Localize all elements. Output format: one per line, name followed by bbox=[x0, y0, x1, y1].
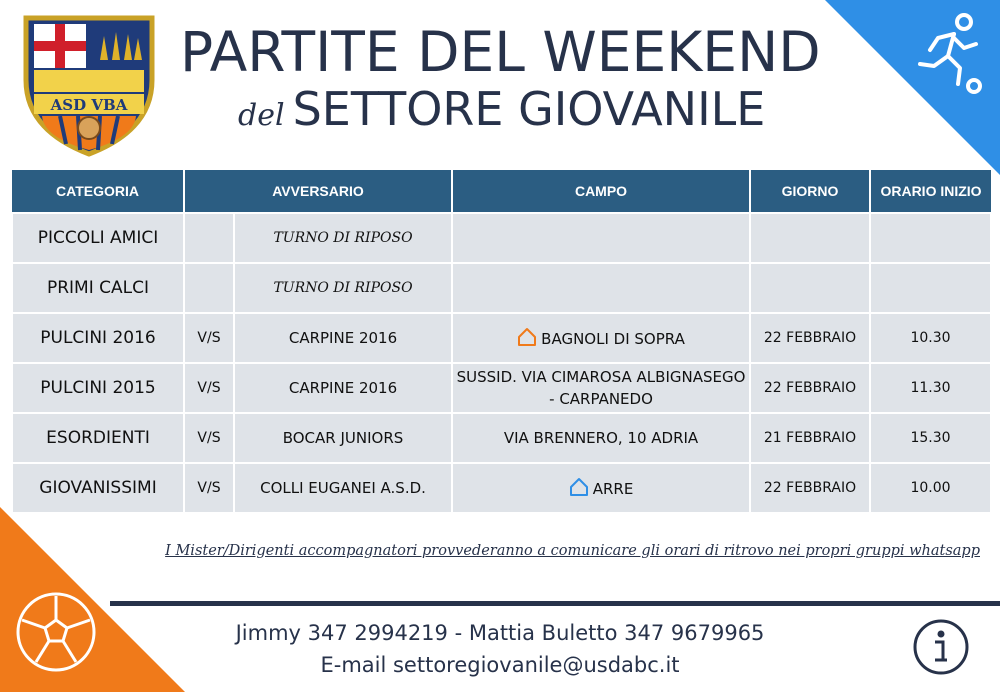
vs-cell: V/S bbox=[184, 363, 234, 413]
field-cell: SUSSID. VIA CIMAROSA ALBIGNASEGO - CARPANEDO bbox=[452, 363, 750, 413]
home-icon bbox=[569, 477, 589, 497]
club-crest-logo bbox=[20, 10, 158, 158]
category-cell: PRIMI CALCI bbox=[12, 263, 184, 313]
opponent-cell: CARPINE 2016 bbox=[234, 313, 452, 363]
column-header-field: CAMPO bbox=[452, 170, 750, 213]
column-header-day: GIORNO bbox=[750, 170, 870, 213]
opponent-cell: TURNO DI RIPOSO bbox=[234, 213, 452, 263]
field-cell: VIA BRENNERO, 10 ADRIA bbox=[452, 413, 750, 463]
match-schedule-table bbox=[11, 170, 992, 514]
day-cell bbox=[750, 213, 870, 263]
column-header-category: CATEGORIA bbox=[12, 170, 184, 213]
table-row bbox=[12, 363, 991, 413]
footer-divider bbox=[110, 601, 1000, 606]
category-cell: PULCINI 2016 bbox=[12, 313, 184, 363]
day-cell bbox=[750, 263, 870, 313]
field-cell bbox=[452, 463, 750, 513]
time-cell: 11.30 bbox=[870, 363, 991, 413]
table-row bbox=[12, 463, 991, 513]
table-row bbox=[12, 213, 991, 263]
soccer-ball-icon bbox=[14, 590, 98, 674]
home-icon bbox=[517, 327, 537, 347]
time-cell bbox=[870, 213, 991, 263]
vs-cell: V/S bbox=[184, 463, 234, 513]
field-name: BAGNOLI DI SOPRA bbox=[541, 329, 685, 348]
day-cell: 21 FEBBRAIO bbox=[750, 413, 870, 463]
column-header-opponent: AVVERSARIO bbox=[184, 170, 452, 213]
table-row bbox=[12, 413, 991, 463]
field-name: ARRE bbox=[592, 479, 634, 498]
table-row bbox=[12, 313, 991, 363]
subtitle-text: SETTORE GIOVANILE bbox=[292, 82, 766, 136]
time-cell: 10.00 bbox=[870, 463, 991, 513]
contact-phones: Jimmy 347 2994219 - Mattia Buletto 347 9679965 bbox=[235, 621, 765, 645]
day-cell: 22 FEBBRAIO bbox=[750, 363, 870, 413]
page-title: PARTITE DEL WEEKEND bbox=[180, 20, 821, 84]
info-icon bbox=[912, 618, 970, 676]
category-cell: GIOVANISSIMI bbox=[12, 463, 184, 513]
vs-cell: V/S bbox=[184, 313, 234, 363]
opponent-cell: BOCAR JUNIORS bbox=[234, 413, 452, 463]
time-cell: 15.30 bbox=[870, 413, 991, 463]
vs-cell bbox=[184, 263, 234, 313]
time-cell: 10.30 bbox=[870, 313, 991, 363]
subtitle-prefix: del bbox=[238, 98, 285, 133]
contacts-block bbox=[170, 617, 830, 681]
runner-icon bbox=[902, 8, 994, 100]
opponent-cell: TURNO DI RIPOSO bbox=[234, 263, 452, 313]
category-cell: ESORDIENTI bbox=[12, 413, 184, 463]
table-row bbox=[12, 263, 991, 313]
column-header-time: ORARIO INIZIO bbox=[870, 170, 991, 213]
vs-cell bbox=[184, 213, 234, 263]
time-cell bbox=[870, 263, 991, 313]
opponent-cell: CARPINE 2016 bbox=[234, 363, 452, 413]
opponent-cell: COLLI EUGANEI A.S.D. bbox=[234, 463, 452, 513]
day-cell: 22 FEBBRAIO bbox=[750, 463, 870, 513]
field-cell bbox=[452, 213, 750, 263]
category-cell: PULCINI 2015 bbox=[12, 363, 184, 413]
page-subtitle bbox=[238, 82, 798, 136]
vs-cell: V/S bbox=[184, 413, 234, 463]
field-cell bbox=[452, 263, 750, 313]
table-header-row bbox=[12, 170, 991, 213]
field-cell bbox=[452, 313, 750, 363]
crest-letters: ASD VBA bbox=[50, 96, 128, 114]
day-cell: 22 FEBBRAIO bbox=[750, 313, 870, 363]
category-cell: PICCOLI AMICI bbox=[12, 213, 184, 263]
meeting-times-note: I Mister/Dirigenti accompagnatori provvederanno a comunicare gli orari di ritrovo nei propri gruppi whatsapp bbox=[165, 543, 980, 559]
contact-email: E-mail settoregiovanile@usdabc.it bbox=[320, 653, 680, 677]
